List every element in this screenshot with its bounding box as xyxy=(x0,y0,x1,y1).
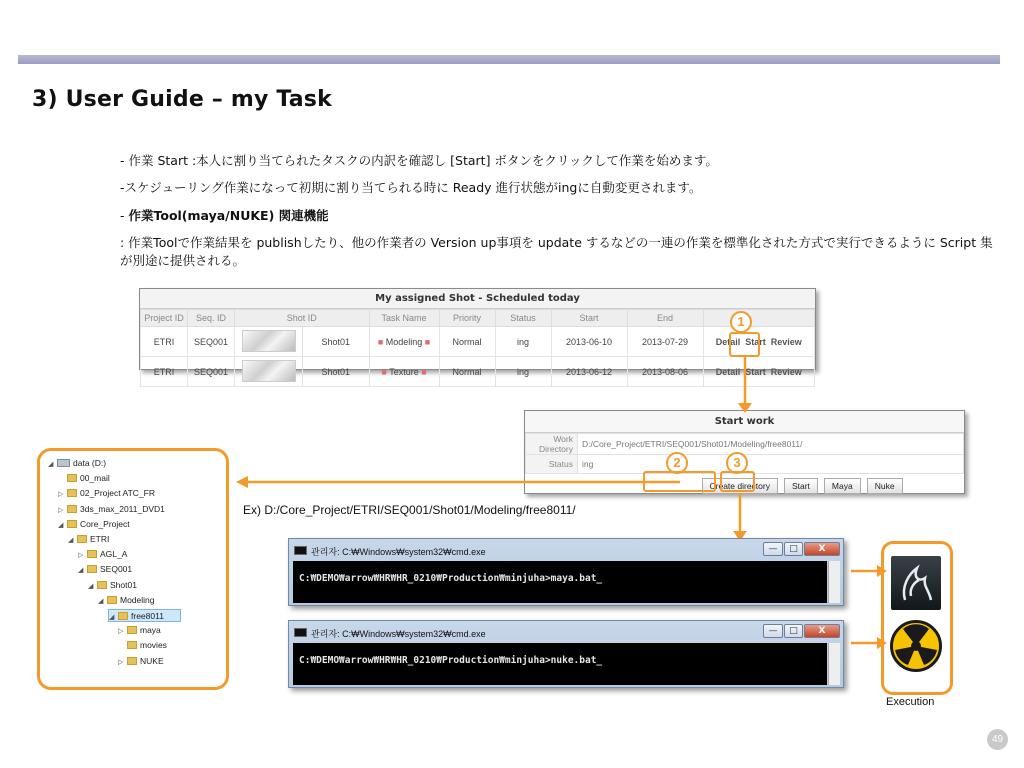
arrow-head-icon xyxy=(738,403,752,413)
tree-item-label: Shot01 xyxy=(110,579,137,590)
expander-icon[interactable]: ◢ xyxy=(88,582,94,590)
status-label: Status xyxy=(526,455,578,474)
start-link[interactable]: Start xyxy=(745,336,766,347)
guide-line-4: : 作業Toolで作業結果を publishしたり、他の作業者の Version up事項を update するなどの一連の作業を標準化された方式で実行できるように Script 集が別途に提供される。 xyxy=(120,235,993,268)
tool-heading: 作業Tool(maya/NUKE) 関連機能 xyxy=(128,208,329,223)
cell-priority: Normal xyxy=(439,357,495,387)
cell-end: 2013-07-29 xyxy=(627,327,703,357)
cell-status: ing xyxy=(495,357,551,387)
tree-item-label: 02_Project ATC_FR xyxy=(80,488,155,499)
minimize-icon[interactable]: — xyxy=(763,542,783,556)
expander-icon[interactable]: ◢ xyxy=(68,537,74,544)
step-2-marker: 2 xyxy=(666,452,688,474)
maximize-icon[interactable]: □ xyxy=(784,624,803,638)
arrow-head-icon xyxy=(236,476,248,488)
tree-item-label: 00_mail xyxy=(80,473,110,484)
tree-item-label: Modeling xyxy=(120,594,155,605)
maya-app-icon xyxy=(891,556,941,610)
maximize-icon[interactable]: □ xyxy=(784,542,803,556)
close-icon[interactable]: X xyxy=(804,542,840,556)
page-number: 49 xyxy=(987,729,1008,750)
step-3-marker: 3 xyxy=(726,452,748,474)
cell-status: ing xyxy=(495,327,551,357)
tree-item[interactable] xyxy=(118,624,161,637)
start-work-caption: Start work xyxy=(525,411,964,433)
tree-item-label: ETRI xyxy=(90,534,110,544)
tree-item[interactable] xyxy=(78,548,127,561)
task-marker-icon: ■ xyxy=(377,336,386,347)
cell-shot: Shot01 xyxy=(303,357,370,387)
nuke-button[interactable]: Nuke xyxy=(867,478,903,494)
col-header: Shot ID xyxy=(235,310,370,327)
tree-item-label: free8011 xyxy=(131,611,164,621)
folder-icon xyxy=(107,596,117,604)
cell-start: 2013-06-12 xyxy=(551,357,627,387)
folder-icon xyxy=(97,581,107,589)
col-header: Start xyxy=(551,310,627,327)
tree-item-label: AGL_A xyxy=(100,549,128,560)
expander-icon[interactable]: ▷ xyxy=(58,506,64,514)
cell-project: ETRI xyxy=(141,327,188,357)
tree-item[interactable] xyxy=(68,533,109,546)
tree-item-label: 3ds_max_2011_DVD1 xyxy=(80,503,165,514)
slide-title: 3) User Guide – my Task xyxy=(32,87,332,112)
folder-icon xyxy=(118,612,128,620)
col-header: Priority xyxy=(439,310,495,327)
expander-icon[interactable]: ◢ xyxy=(78,567,84,575)
cell-seq: SEQ001 xyxy=(188,357,235,387)
review-link[interactable]: Review xyxy=(770,366,802,377)
table-caption: My assigned Shot - Scheduled today xyxy=(140,289,815,309)
tree-item[interactable] xyxy=(58,487,155,500)
cell-shot: Shot01 xyxy=(303,327,370,357)
cmd-output: C:₩DEMO₩arrow₩HR₩HR_0210₩Production₩minjuha>nuke.bat_ xyxy=(293,643,827,685)
col-header: Task Name xyxy=(369,310,439,327)
folder-icon xyxy=(87,565,97,573)
dash: - xyxy=(120,208,129,223)
cell-end: 2013-08-06 xyxy=(627,357,703,387)
guide-line-2: -スケジューリング作業になって初期に割り当てられる時に Ready 進行状態がingに自動変更されます。 xyxy=(120,180,702,195)
drive-icon xyxy=(57,459,70,467)
cell-start: 2013-06-10 xyxy=(551,327,627,357)
step-1-marker: 1 xyxy=(730,311,752,333)
folder-icon xyxy=(67,520,77,528)
review-link[interactable]: Review xyxy=(770,336,802,347)
detail-link[interactable]: Detail xyxy=(715,336,741,347)
folder-tree xyxy=(37,448,229,690)
expander-icon[interactable]: ▷ xyxy=(118,658,124,666)
tree-item[interactable] xyxy=(118,655,164,668)
cmd-title: 관리자: C:₩Windows₩system32₩cmd.exe xyxy=(311,629,486,639)
maya-button[interactable]: Maya xyxy=(824,478,861,494)
nuke-app-icon xyxy=(890,620,942,672)
detail-link[interactable]: Detail xyxy=(715,366,741,377)
cmd-output: C:₩DEMO₩arrow₩HR₩HR_0210₩Production₩minjuha>maya.bat_ xyxy=(293,561,827,603)
tree-item[interactable] xyxy=(58,503,165,516)
start-link[interactable]: Start xyxy=(745,366,766,377)
col-header: Project ID xyxy=(141,310,188,327)
tree-item-label: data (D:) xyxy=(73,458,107,468)
tree-item-label: Core_Project xyxy=(80,518,130,529)
execution-label: Execution xyxy=(886,696,935,708)
tree-item-label: maya xyxy=(140,625,161,636)
col-header: Status xyxy=(495,310,551,327)
folder-icon xyxy=(67,489,77,497)
task-marker-icon: ■ xyxy=(381,366,390,377)
expander-icon[interactable]: ▷ xyxy=(78,552,84,560)
tree-item-label: SEQ001 xyxy=(100,564,133,575)
work-dir-value: D:/Core_Project/ETRI/SEQ001/Shot01/Modeling/free8011/ xyxy=(578,434,964,455)
status-value: ing xyxy=(578,455,964,474)
folder-icon xyxy=(67,505,77,513)
tree-item[interactable] xyxy=(108,609,181,622)
cmd-window-nuke[interactable] xyxy=(288,620,844,688)
task-name: Modeling xyxy=(385,336,423,347)
expander-icon[interactable]: ▷ xyxy=(58,491,64,499)
folder-icon xyxy=(67,474,77,482)
create-directory-button[interactable]: Create directory xyxy=(702,478,778,494)
folder-icon xyxy=(77,535,87,543)
cmd-window-maya[interactable] xyxy=(288,538,844,606)
folder-icon xyxy=(127,626,137,634)
tree-item[interactable] xyxy=(88,579,137,592)
start-button[interactable]: Start xyxy=(784,478,818,494)
expander-icon[interactable]: ▷ xyxy=(118,628,124,636)
task-name: Texture xyxy=(389,366,419,377)
minimize-icon[interactable]: — xyxy=(763,624,783,638)
cmd-icon xyxy=(294,628,307,637)
expander-icon[interactable]: ◢ xyxy=(48,461,54,468)
expander-icon[interactable]: ◢ xyxy=(98,597,104,605)
work-dir-label: Work Directory xyxy=(526,434,578,455)
col-header: End xyxy=(627,310,703,327)
tree-item[interactable] xyxy=(98,594,155,607)
col-header: Seq. ID xyxy=(188,310,235,327)
expander-icon[interactable]: ◢ xyxy=(58,521,64,529)
scrollbar[interactable] xyxy=(828,561,840,603)
close-icon[interactable]: X xyxy=(804,624,840,638)
tree-item-label: NUKE xyxy=(140,655,164,666)
folder-icon xyxy=(127,641,137,649)
cmd-icon xyxy=(294,546,307,555)
tree-item[interactable] xyxy=(48,457,106,470)
expander-icon[interactable]: ◢ xyxy=(109,614,115,621)
tree-item[interactable] xyxy=(78,563,132,576)
cmd-title: 관리자: C:₩Windows₩system32₩cmd.exe xyxy=(311,547,486,557)
tree-item[interactable] xyxy=(58,472,110,485)
cell-project: ETRI xyxy=(141,357,188,387)
folder-icon xyxy=(127,657,137,665)
example-path: Ex) D:/Core_Project/ETRI/SEQ001/Shot01/Modeling/free8011/ xyxy=(243,503,576,517)
task-marker-icon: ■ xyxy=(422,336,431,347)
task-marker-icon: ■ xyxy=(418,366,427,377)
folder-icon xyxy=(87,550,97,558)
guide-line-1: - 作業 Start :本人に割り当てられたタスクの内訳を確認し [Start] ボタンをクリックして作業を始めます。 xyxy=(120,153,718,168)
scrollbar[interactable] xyxy=(828,643,840,685)
cell-seq: SEQ001 xyxy=(188,327,235,357)
tree-item[interactable] xyxy=(118,639,167,652)
tree-item[interactable] xyxy=(58,518,130,531)
cell-priority: Normal xyxy=(439,327,495,357)
tree-item-label: movies xyxy=(140,640,167,651)
